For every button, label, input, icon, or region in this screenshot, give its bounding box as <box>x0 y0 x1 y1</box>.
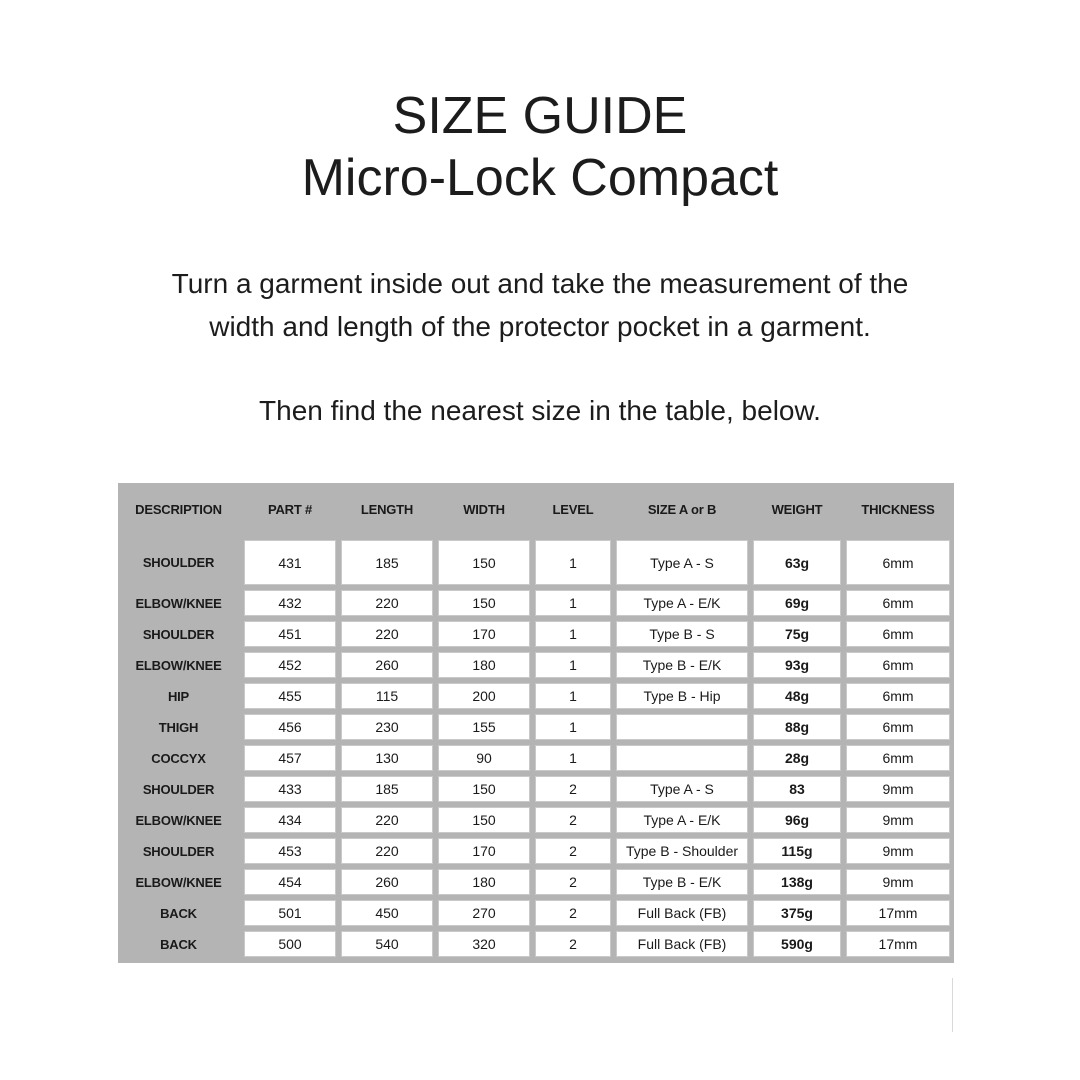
part-number-cell: 433 <box>244 776 336 802</box>
size-type-cell: Type A - E/K <box>616 590 748 616</box>
length-cell: 260 <box>341 652 433 678</box>
thickness-cell: 6mm <box>846 621 950 647</box>
width-cell: 270 <box>438 900 530 926</box>
width-cell: 150 <box>438 807 530 833</box>
thickness-cell: 9mm <box>846 869 950 895</box>
part-number-cell: 451 <box>244 621 336 647</box>
length-cell: 115 <box>341 683 433 709</box>
level-cell: 2 <box>535 807 611 833</box>
size-type-cell: Type B - S <box>616 621 748 647</box>
level-cell: 1 <box>535 714 611 740</box>
column-header-weight: WEIGHT <box>771 501 823 517</box>
length-cell: 260 <box>341 869 433 895</box>
level-cell: 1 <box>535 683 611 709</box>
level-cell: 2 <box>535 869 611 895</box>
column-header-description: DESCRIPTION <box>135 501 222 517</box>
row-description-cell: ELBOW/KNEE <box>135 874 222 890</box>
column-header-thickness: THICKNESS <box>861 501 935 517</box>
width-cell: 155 <box>438 714 530 740</box>
weight-cell: 590g <box>753 931 841 957</box>
weight-cell: 48g <box>753 683 841 709</box>
row-description-cell: SHOULDER <box>142 555 215 570</box>
size-type-cell <box>616 745 748 771</box>
column-header-part-number: PART # <box>267 501 313 517</box>
page-title-line2: Micro-Lock Compact <box>301 149 779 207</box>
part-number-cell: 455 <box>244 683 336 709</box>
length-cell: 450 <box>341 900 433 926</box>
width-cell: 180 <box>438 869 530 895</box>
width-cell: 150 <box>438 540 530 585</box>
length-cell: 220 <box>341 807 433 833</box>
row-description-cell: SHOULDER <box>142 626 215 642</box>
size-type-cell: Type B - E/K <box>616 652 748 678</box>
row-description-cell: SHOULDER <box>142 843 215 859</box>
row-description-cell: ELBOW/KNEE <box>135 595 222 611</box>
level-cell: 2 <box>535 900 611 926</box>
weight-cell: 75g <box>753 621 841 647</box>
instructions-line1: Turn a garment inside out and take the measurement of the <box>171 268 909 299</box>
level-cell: 2 <box>535 838 611 864</box>
row-description-cell: BACK <box>160 936 197 952</box>
level-cell: 2 <box>535 931 611 957</box>
page-edge-divider <box>952 978 953 1032</box>
part-number-cell: 432 <box>244 590 336 616</box>
part-number-cell: 453 <box>244 838 336 864</box>
instructions-paragraph <box>0 262 1080 348</box>
thickness-cell: 9mm <box>846 807 950 833</box>
thickness-cell: 6mm <box>846 652 950 678</box>
part-number-cell: 500 <box>244 931 336 957</box>
size-type-cell: Type A - S <box>616 776 748 802</box>
length-cell: 220 <box>341 590 433 616</box>
column-header-level: LEVEL <box>552 501 594 517</box>
thickness-cell: 6mm <box>846 714 950 740</box>
size-type-cell: Full Back (FB) <box>616 900 748 926</box>
row-description-cell: ELBOW/KNEE <box>135 812 222 828</box>
part-number-cell: 457 <box>244 745 336 771</box>
size-type-cell <box>616 714 748 740</box>
weight-cell: 93g <box>753 652 841 678</box>
part-number-cell: 452 <box>244 652 336 678</box>
row-description-cell: BACK <box>160 905 197 921</box>
width-cell: 320 <box>438 931 530 957</box>
size-type-cell: Type B - E/K <box>616 869 748 895</box>
part-number-cell: 456 <box>244 714 336 740</box>
part-number-cell: 431 <box>244 540 336 585</box>
width-cell: 90 <box>438 745 530 771</box>
width-cell: 170 <box>438 621 530 647</box>
thickness-cell: 6mm <box>846 590 950 616</box>
thickness-cell: 6mm <box>846 683 950 709</box>
column-header-size-a-or-b: SIZE A or B <box>647 501 717 517</box>
level-cell: 1 <box>535 652 611 678</box>
part-number-cell: 434 <box>244 807 336 833</box>
part-number-cell: 454 <box>244 869 336 895</box>
size-type-cell: Type B - Hip <box>616 683 748 709</box>
size-table <box>118 483 954 963</box>
level-cell: 1 <box>535 590 611 616</box>
length-cell: 185 <box>341 776 433 802</box>
size-type-cell: Full Back (FB) <box>616 931 748 957</box>
width-cell: 150 <box>438 590 530 616</box>
width-cell: 170 <box>438 838 530 864</box>
length-cell: 185 <box>341 540 433 585</box>
thickness-cell: 17mm <box>846 900 950 926</box>
size-type-cell: Type B - Shoulder <box>616 838 748 864</box>
width-cell: 200 <box>438 683 530 709</box>
length-cell: 220 <box>341 838 433 864</box>
length-cell: 230 <box>341 714 433 740</box>
length-cell: 130 <box>341 745 433 771</box>
size-table-panel <box>118 483 954 963</box>
weight-cell: 63g <box>753 540 841 585</box>
weight-cell: 375g <box>753 900 841 926</box>
column-header-length: LENGTH <box>360 501 414 517</box>
column-header-width: WIDTH <box>463 501 505 517</box>
size-type-cell: Type A - E/K <box>616 807 748 833</box>
weight-cell: 115g <box>753 838 841 864</box>
row-description-cell: HIP <box>167 688 190 704</box>
thickness-cell: 6mm <box>846 745 950 771</box>
weight-cell: 83 <box>753 776 841 802</box>
width-cell: 150 <box>438 776 530 802</box>
part-number-cell: 501 <box>244 900 336 926</box>
weight-cell: 138g <box>753 869 841 895</box>
instructions-line2: width and length of the protector pocket in a garment. <box>209 311 871 342</box>
row-description-cell: COCCYX <box>151 750 206 766</box>
level-cell: 1 <box>535 745 611 771</box>
level-cell: 1 <box>535 540 611 585</box>
weight-cell: 96g <box>753 807 841 833</box>
thickness-cell: 9mm <box>846 838 950 864</box>
row-description-cell: ELBOW/KNEE <box>135 657 222 673</box>
instructions-paragraph-2 <box>0 389 1080 432</box>
page-title <box>0 85 1080 209</box>
row-description-cell: SHOULDER <box>142 781 215 797</box>
level-cell: 1 <box>535 621 611 647</box>
weight-cell: 69g <box>753 590 841 616</box>
weight-cell: 28g <box>753 745 841 771</box>
row-description-cell: THIGH <box>158 719 199 735</box>
thickness-cell: 9mm <box>846 776 950 802</box>
page-title-line1: SIZE GUIDE <box>392 87 688 145</box>
thickness-cell: 17mm <box>846 931 950 957</box>
size-type-cell: Type A - S <box>616 540 748 585</box>
length-cell: 220 <box>341 621 433 647</box>
level-cell: 2 <box>535 776 611 802</box>
instructions-line3: Then find the nearest size in the table, below. <box>259 395 821 426</box>
width-cell: 180 <box>438 652 530 678</box>
thickness-cell: 6mm <box>846 540 950 585</box>
weight-cell: 88g <box>753 714 841 740</box>
length-cell: 540 <box>341 931 433 957</box>
